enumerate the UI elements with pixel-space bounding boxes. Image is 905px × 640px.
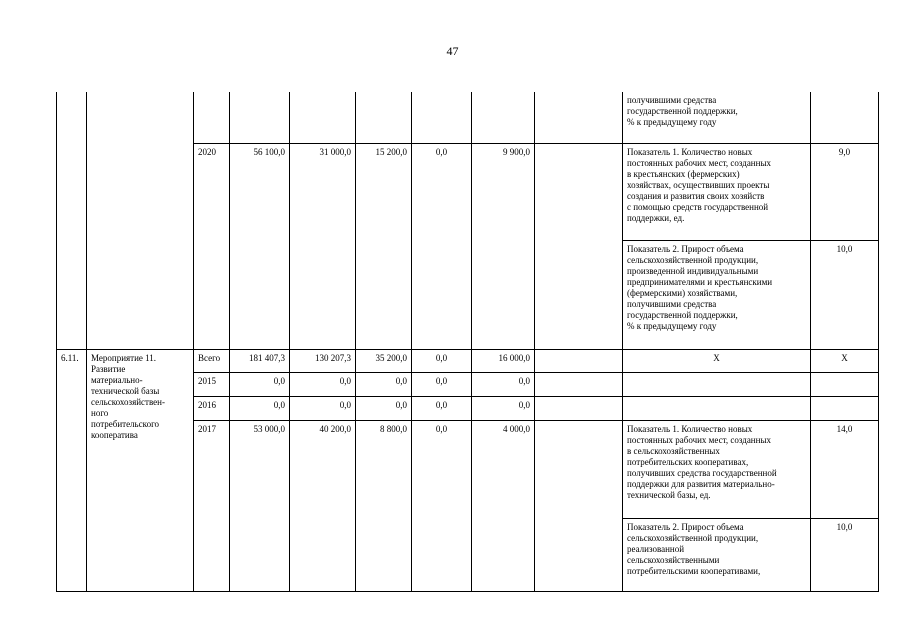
total-cell: 181 407,3 — [230, 349, 290, 372]
page-number: 47 — [446, 44, 459, 58]
indicator-value-cell: 10,0 — [811, 518, 879, 591]
spacer-cell — [535, 420, 623, 591]
indicator-value-cell — [811, 92, 879, 143]
spacer-cell — [535, 372, 623, 396]
total-cell: 56 100,0 — [230, 143, 290, 349]
year-cell — [194, 92, 230, 143]
spacer-cell — [535, 92, 623, 143]
indicator-value-cell: 10,0 — [811, 240, 879, 349]
spacer-cell — [535, 396, 623, 420]
spacer-cell — [535, 143, 623, 349]
total-cell: 0,0 — [230, 396, 290, 420]
indicator-cell: получившими средства государственной поддержки, % к предыдущему году — [623, 92, 811, 143]
amount-cell — [290, 92, 356, 143]
measure-name-cell: Мероприятие 11. Развитие материально- технической базы сельскохозяйствен- ного потребительского кооператива — [87, 349, 194, 591]
amount-cell: 0,0 — [290, 396, 356, 420]
spacer-cell — [535, 349, 623, 372]
amount-cell: 9 900,0 — [472, 143, 535, 349]
amount-cell: 0,0 — [356, 396, 412, 420]
indicator-cell: Показатель 2. Прирост объема сельскохозяйственной продукции, реализованной сельскохозяйственными потребительскими кооперативами, — [623, 518, 811, 591]
amount-cell: 0,0 — [412, 143, 472, 349]
amount-cell: 31 000,0 — [290, 143, 356, 349]
amount-cell: 8 800,0 — [356, 420, 412, 591]
indicator-cell — [623, 396, 811, 420]
total-cell: 0,0 — [230, 372, 290, 396]
indicator-cell: Показатель 1. Количество новых постоянных рабочих мест, созданных в крестьянских (фермерских) хозяйствах, осуществивших проекты создания и развития своих хозяйств с помощью средств государственной поддержки, ед. — [623, 143, 811, 240]
indicator-cell: Показатель 1. Количество новых постоянных рабочих мест, созданных в сельскохозяйственных потребительских кооперативах, получивших средства государственной поддержки для развития материально- технической базы, ед. — [623, 420, 811, 518]
amount-cell: 0,0 — [472, 372, 535, 396]
amount-cell — [412, 92, 472, 143]
amount-cell: 0,0 — [356, 372, 412, 396]
amount-cell: 15 200,0 — [356, 143, 412, 349]
indicator-value-cell — [811, 396, 879, 420]
amount-cell: 35 200,0 — [356, 349, 412, 372]
amount-cell: 0,0 — [412, 396, 472, 420]
indicator-value-cell — [811, 372, 879, 396]
measure-name-cell — [87, 92, 194, 349]
amount-cell: 0,0 — [412, 420, 472, 591]
year-cell: 2015 — [194, 372, 230, 396]
amount-cell: 0,0 — [412, 372, 472, 396]
amount-cell: 4 000,0 — [472, 420, 535, 591]
indicator-value-cell: Х — [811, 349, 879, 372]
indicator-cell: Х — [623, 349, 811, 372]
program-measures-table — [56, 92, 879, 592]
table-row — [57, 349, 879, 372]
total-cell — [230, 92, 290, 143]
year-cell: 2020 — [194, 143, 230, 349]
year-cell: Всего — [194, 349, 230, 372]
amount-cell: 40 200,0 — [290, 420, 356, 591]
table-row — [57, 92, 879, 143]
year-cell: 2016 — [194, 396, 230, 420]
indicator-cell — [623, 372, 811, 396]
amount-cell — [356, 92, 412, 143]
amount-cell: 16 000,0 — [472, 349, 535, 372]
indicator-value-cell: 9,0 — [811, 143, 879, 240]
row-number-cell — [57, 92, 87, 349]
indicator-cell: Показатель 2. Прирост объема сельскохозяйственной продукции, произведенной индивидуальными предпринимателями и крестьянскими (фермерскими) хозяйствами, получившими средства государственной поддержки, % к предыдущему году — [623, 240, 811, 349]
amount-cell — [472, 92, 535, 143]
total-cell: 53 000,0 — [230, 420, 290, 591]
amount-cell: 0,0 — [412, 349, 472, 372]
indicator-value-cell: 14,0 — [811, 420, 879, 518]
amount-cell: 130 207,3 — [290, 349, 356, 372]
amount-cell: 0,0 — [290, 372, 356, 396]
row-number-cell: 6.11. — [57, 349, 87, 591]
year-cell: 2017 — [194, 420, 230, 591]
amount-cell: 0,0 — [472, 396, 535, 420]
